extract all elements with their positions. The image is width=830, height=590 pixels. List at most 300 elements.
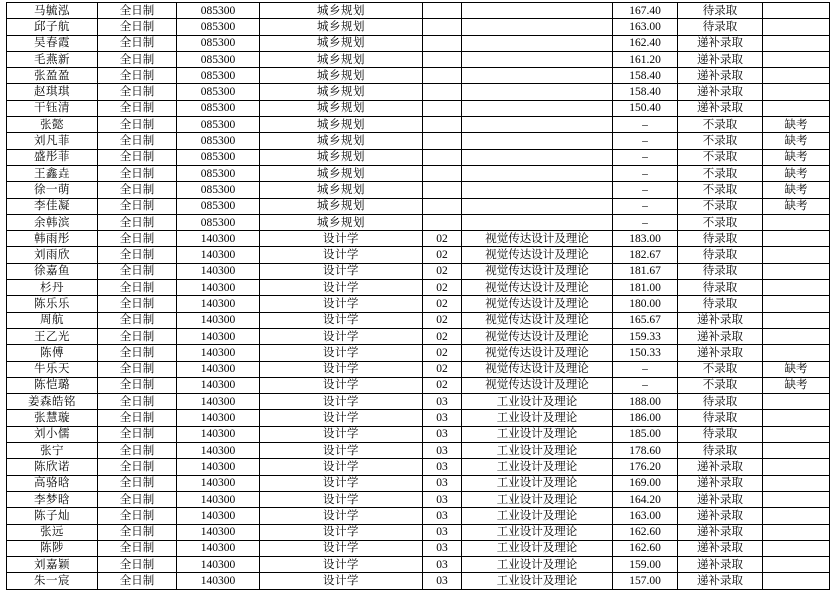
cell-major-name: 设计学	[260, 280, 423, 296]
cell-major-code: 140300	[177, 328, 260, 344]
cell-name: 陈陟	[7, 540, 98, 556]
cell-direction-code	[423, 117, 462, 133]
cell-direction-code: 03	[423, 573, 462, 589]
cell-study-mode: 全日制	[98, 377, 177, 393]
cell-status: 递补录取	[678, 573, 763, 589]
cell-note	[763, 280, 830, 296]
cell-score: –	[613, 377, 678, 393]
table-row	[7, 377, 830, 393]
cell-study-mode: 全日制	[98, 247, 177, 263]
cell-status: 不录取	[678, 182, 763, 198]
cell-major-name: 城乡规划	[260, 51, 423, 67]
table-row	[7, 443, 830, 459]
cell-major-code: 140300	[177, 345, 260, 361]
cell-direction-name: 工业设计及理论	[462, 443, 613, 459]
cell-major-name: 设计学	[260, 361, 423, 377]
cell-status: 不录取	[678, 165, 763, 181]
cell-major-name: 设计学	[260, 247, 423, 263]
cell-note	[763, 68, 830, 84]
cell-name: 杉丹	[7, 280, 98, 296]
cell-major-code: 140300	[177, 540, 260, 556]
cell-major-code: 085300	[177, 117, 260, 133]
cell-note	[763, 84, 830, 100]
cell-score: 183.00	[613, 231, 678, 247]
cell-score: 150.40	[613, 100, 678, 116]
cell-major-name: 城乡规划	[260, 182, 423, 198]
cell-score: 181.67	[613, 263, 678, 279]
cell-major-name: 设计学	[260, 312, 423, 328]
cell-direction-code: 03	[423, 459, 462, 475]
cell-note	[763, 540, 830, 556]
cell-score: 162.60	[613, 524, 678, 540]
cell-name: 邱子航	[7, 19, 98, 35]
table-row	[7, 345, 830, 361]
cell-status: 递补录取	[678, 68, 763, 84]
cell-major-name: 城乡规划	[260, 214, 423, 230]
cell-name: 刘雨欣	[7, 247, 98, 263]
cell-score: –	[613, 182, 678, 198]
cell-major-code: 085300	[177, 35, 260, 51]
cell-status: 待录取	[678, 394, 763, 410]
cell-direction-code: 03	[423, 491, 462, 507]
cell-study-mode: 全日制	[98, 312, 177, 328]
cell-note	[763, 312, 830, 328]
cell-major-code: 140300	[177, 573, 260, 589]
cell-direction-name: 工业设计及理论	[462, 410, 613, 426]
table-row	[7, 491, 830, 507]
cell-score: –	[613, 133, 678, 149]
cell-major-name: 设计学	[260, 540, 423, 556]
table-row	[7, 394, 830, 410]
cell-direction-code	[423, 165, 462, 181]
cell-note: 缺考	[763, 133, 830, 149]
cell-major-code: 140300	[177, 410, 260, 426]
cell-status: 递补录取	[678, 35, 763, 51]
cell-study-mode: 全日制	[98, 3, 177, 19]
cell-score: 182.67	[613, 247, 678, 263]
cell-major-code: 140300	[177, 491, 260, 507]
cell-status: 不录取	[678, 133, 763, 149]
table-body	[7, 3, 830, 590]
cell-note	[763, 51, 830, 67]
cell-major-code: 140300	[177, 426, 260, 442]
table-row	[7, 296, 830, 312]
cell-status: 待录取	[678, 410, 763, 426]
cell-name: 赵琪琪	[7, 84, 98, 100]
cell-major-name: 城乡规划	[260, 19, 423, 35]
cell-major-name: 设计学	[260, 410, 423, 426]
cell-direction-code: 02	[423, 280, 462, 296]
cell-status: 待录取	[678, 231, 763, 247]
cell-study-mode: 全日制	[98, 508, 177, 524]
cell-note	[763, 3, 830, 19]
cell-direction-name	[462, 100, 613, 116]
cell-major-code: 085300	[177, 3, 260, 19]
cell-direction-name: 工业设计及理论	[462, 573, 613, 589]
table-row	[7, 280, 830, 296]
cell-study-mode: 全日制	[98, 524, 177, 540]
cell-status: 递补录取	[678, 312, 763, 328]
table-row	[7, 263, 830, 279]
cell-direction-code: 02	[423, 328, 462, 344]
cell-name: 马毓泓	[7, 3, 98, 19]
cell-direction-name	[462, 51, 613, 67]
cell-name: 陈乐乐	[7, 296, 98, 312]
cell-direction-name	[462, 35, 613, 51]
cell-score: 150.33	[613, 345, 678, 361]
cell-study-mode: 全日制	[98, 328, 177, 344]
cell-direction-name: 工业设计及理论	[462, 524, 613, 540]
table-row	[7, 182, 830, 198]
cell-score: 162.60	[613, 540, 678, 556]
cell-direction-name: 视觉传达设计及理论	[462, 377, 613, 393]
cell-direction-code	[423, 84, 462, 100]
cell-note	[763, 231, 830, 247]
cell-score: –	[613, 117, 678, 133]
cell-major-name: 设计学	[260, 296, 423, 312]
cell-direction-name: 视觉传达设计及理论	[462, 328, 613, 344]
cell-status: 待录取	[678, 426, 763, 442]
table-row	[7, 19, 830, 35]
cell-major-name: 设计学	[260, 345, 423, 361]
cell-score: 167.40	[613, 3, 678, 19]
cell-note	[763, 459, 830, 475]
cell-status: 不录取	[678, 361, 763, 377]
cell-score: –	[613, 361, 678, 377]
cell-name: 牛乐天	[7, 361, 98, 377]
cell-name: 陈子灿	[7, 508, 98, 524]
cell-major-code: 085300	[177, 214, 260, 230]
cell-direction-name	[462, 68, 613, 84]
cell-direction-code: 02	[423, 231, 462, 247]
cell-note	[763, 491, 830, 507]
cell-note	[763, 35, 830, 51]
table-row	[7, 328, 830, 344]
cell-study-mode: 全日制	[98, 361, 177, 377]
cell-direction-name: 视觉传达设计及理论	[462, 280, 613, 296]
cell-major-code: 085300	[177, 149, 260, 165]
cell-name: 刘嘉颖	[7, 557, 98, 573]
cell-score: 159.33	[613, 328, 678, 344]
cell-direction-name	[462, 84, 613, 100]
cell-name: 高骆晗	[7, 475, 98, 491]
cell-major-name: 城乡规划	[260, 100, 423, 116]
cell-note	[763, 247, 830, 263]
cell-name: 余韩滨	[7, 214, 98, 230]
cell-study-mode: 全日制	[98, 573, 177, 589]
cell-status: 待录取	[678, 443, 763, 459]
table-row	[7, 198, 830, 214]
cell-direction-code: 02	[423, 377, 462, 393]
cell-direction-code: 03	[423, 426, 462, 442]
cell-score: 161.20	[613, 51, 678, 67]
cell-direction-code: 03	[423, 410, 462, 426]
cell-major-name: 城乡规划	[260, 84, 423, 100]
cell-name: 王鑫垚	[7, 165, 98, 181]
cell-study-mode: 全日制	[98, 540, 177, 556]
cell-name: 张宁	[7, 443, 98, 459]
cell-note	[763, 345, 830, 361]
cell-direction-code: 03	[423, 394, 462, 410]
cell-direction-name	[462, 133, 613, 149]
cell-major-name: 城乡规划	[260, 149, 423, 165]
cell-study-mode: 全日制	[98, 410, 177, 426]
cell-direction-name: 工业设计及理论	[462, 394, 613, 410]
cell-study-mode: 全日制	[98, 100, 177, 116]
cell-study-mode: 全日制	[98, 231, 177, 247]
cell-major-name: 设计学	[260, 377, 423, 393]
cell-major-code: 140300	[177, 247, 260, 263]
cell-direction-code	[423, 182, 462, 198]
cell-direction-code: 03	[423, 540, 462, 556]
cell-study-mode: 全日制	[98, 133, 177, 149]
cell-major-code: 085300	[177, 165, 260, 181]
cell-major-code: 085300	[177, 198, 260, 214]
cell-status: 待录取	[678, 296, 763, 312]
cell-name: 张盈盈	[7, 68, 98, 84]
cell-score: 181.00	[613, 280, 678, 296]
cell-status: 递补录取	[678, 508, 763, 524]
cell-name: 吴春霞	[7, 35, 98, 51]
cell-major-code: 140300	[177, 524, 260, 540]
cell-status: 递补录取	[678, 100, 763, 116]
cell-name: 李佳凝	[7, 198, 98, 214]
cell-name: 姜森皓铭	[7, 394, 98, 410]
cell-major-code: 140300	[177, 280, 260, 296]
cell-major-name: 城乡规划	[260, 133, 423, 149]
cell-name: 张懿	[7, 117, 98, 133]
cell-major-name: 设计学	[260, 443, 423, 459]
cell-status: 不录取	[678, 214, 763, 230]
cell-major-code: 140300	[177, 557, 260, 573]
cell-major-code: 140300	[177, 361, 260, 377]
table-row	[7, 68, 830, 84]
cell-direction-code	[423, 100, 462, 116]
cell-major-name: 设计学	[260, 328, 423, 344]
cell-name: 徐嘉鱼	[7, 263, 98, 279]
cell-study-mode: 全日制	[98, 557, 177, 573]
cell-score: –	[613, 198, 678, 214]
cell-major-code: 085300	[177, 133, 260, 149]
table-row	[7, 51, 830, 67]
cell-study-mode: 全日制	[98, 296, 177, 312]
table-row	[7, 426, 830, 442]
cell-study-mode: 全日制	[98, 51, 177, 67]
cell-direction-code	[423, 51, 462, 67]
cell-major-name: 城乡规划	[260, 3, 423, 19]
cell-direction-name	[462, 3, 613, 19]
cell-note	[763, 508, 830, 524]
cell-direction-name: 视觉传达设计及理论	[462, 345, 613, 361]
cell-status: 不录取	[678, 149, 763, 165]
cell-direction-code: 02	[423, 361, 462, 377]
cell-major-name: 设计学	[260, 491, 423, 507]
cell-score: 185.00	[613, 426, 678, 442]
cell-study-mode: 全日制	[98, 149, 177, 165]
cell-name: 毛燕新	[7, 51, 98, 67]
cell-major-name: 设计学	[260, 508, 423, 524]
cell-direction-name: 视觉传达设计及理论	[462, 247, 613, 263]
cell-major-code: 140300	[177, 443, 260, 459]
cell-name: 盛彤菲	[7, 149, 98, 165]
table-row	[7, 410, 830, 426]
cell-score: –	[613, 149, 678, 165]
cell-direction-name: 视觉传达设计及理论	[462, 312, 613, 328]
cell-status: 待录取	[678, 3, 763, 19]
table-row	[7, 149, 830, 165]
cell-major-name: 城乡规划	[260, 68, 423, 84]
table-row	[7, 247, 830, 263]
cell-score: 158.40	[613, 84, 678, 100]
cell-study-mode: 全日制	[98, 165, 177, 181]
cell-direction-name: 工业设计及理论	[462, 508, 613, 524]
cell-note	[763, 263, 830, 279]
cell-direction-code	[423, 133, 462, 149]
cell-name: 陈欣诺	[7, 459, 98, 475]
cell-direction-code: 03	[423, 524, 462, 540]
cell-major-code: 140300	[177, 296, 260, 312]
cell-major-code: 085300	[177, 182, 260, 198]
table-row	[7, 475, 830, 491]
cell-direction-code: 02	[423, 345, 462, 361]
cell-status: 递补录取	[678, 328, 763, 344]
cell-score: 164.20	[613, 491, 678, 507]
cell-direction-code	[423, 214, 462, 230]
cell-score: 165.67	[613, 312, 678, 328]
cell-name: 陈恺璐	[7, 377, 98, 393]
cell-note	[763, 100, 830, 116]
cell-direction-name	[462, 117, 613, 133]
cell-major-code: 140300	[177, 263, 260, 279]
cell-note	[763, 214, 830, 230]
table-row	[7, 35, 830, 51]
cell-status: 待录取	[678, 280, 763, 296]
cell-score: 186.00	[613, 410, 678, 426]
cell-direction-name: 工业设计及理论	[462, 475, 613, 491]
cell-direction-code: 02	[423, 296, 462, 312]
cell-status: 不录取	[678, 117, 763, 133]
cell-status: 递补录取	[678, 491, 763, 507]
cell-name: 刘凡菲	[7, 133, 98, 149]
cell-score: 178.60	[613, 443, 678, 459]
cell-major-name: 城乡规划	[260, 35, 423, 51]
cell-note: 缺考	[763, 182, 830, 198]
cell-direction-name	[462, 149, 613, 165]
table-row	[7, 524, 830, 540]
cell-note: 缺考	[763, 198, 830, 214]
cell-name: 朱一宸	[7, 573, 98, 589]
table-row	[7, 557, 830, 573]
cell-major-code: 140300	[177, 508, 260, 524]
cell-study-mode: 全日制	[98, 19, 177, 35]
cell-note	[763, 394, 830, 410]
table-row	[7, 573, 830, 589]
cell-major-code: 140300	[177, 459, 260, 475]
cell-direction-code	[423, 68, 462, 84]
cell-score: 163.00	[613, 19, 678, 35]
cell-study-mode: 全日制	[98, 84, 177, 100]
cell-study-mode: 全日制	[98, 117, 177, 133]
cell-direction-code	[423, 149, 462, 165]
table-row	[7, 459, 830, 475]
cell-study-mode: 全日制	[98, 182, 177, 198]
cell-note: 缺考	[763, 361, 830, 377]
cell-major-name: 城乡规划	[260, 165, 423, 181]
cell-score: 159.00	[613, 557, 678, 573]
cell-score: 169.00	[613, 475, 678, 491]
cell-name: 陈傅	[7, 345, 98, 361]
cell-direction-name: 视觉传达设计及理论	[462, 296, 613, 312]
cell-study-mode: 全日制	[98, 198, 177, 214]
cell-note	[763, 410, 830, 426]
table-row	[7, 165, 830, 181]
cell-major-code: 085300	[177, 68, 260, 84]
cell-major-name: 设计学	[260, 524, 423, 540]
cell-major-name: 设计学	[260, 573, 423, 589]
cell-status: 不录取	[678, 377, 763, 393]
cell-direction-name: 视觉传达设计及理论	[462, 231, 613, 247]
cell-score: 163.00	[613, 508, 678, 524]
cell-major-code: 140300	[177, 394, 260, 410]
cell-note: 缺考	[763, 377, 830, 393]
cell-direction-name	[462, 19, 613, 35]
cell-name: 徐一萌	[7, 182, 98, 198]
cell-major-code: 085300	[177, 84, 260, 100]
cell-study-mode: 全日制	[98, 35, 177, 51]
cell-study-mode: 全日制	[98, 426, 177, 442]
cell-major-name: 设计学	[260, 394, 423, 410]
cell-major-code: 085300	[177, 51, 260, 67]
cell-study-mode: 全日制	[98, 280, 177, 296]
cell-note	[763, 426, 830, 442]
cell-major-name: 城乡规划	[260, 117, 423, 133]
cell-note	[763, 443, 830, 459]
table-row	[7, 361, 830, 377]
cell-name: 张远	[7, 524, 98, 540]
cell-major-code: 085300	[177, 100, 260, 116]
cell-direction-code: 03	[423, 557, 462, 573]
cell-direction-name	[462, 182, 613, 198]
cell-major-name: 设计学	[260, 459, 423, 475]
cell-direction-code: 02	[423, 263, 462, 279]
cell-direction-code: 03	[423, 475, 462, 491]
cell-note	[763, 557, 830, 573]
cell-name: 韩雨彤	[7, 231, 98, 247]
cell-name: 刘小儒	[7, 426, 98, 442]
cell-status: 递补录取	[678, 459, 763, 475]
cell-study-mode: 全日制	[98, 491, 177, 507]
cell-score: 157.00	[613, 573, 678, 589]
cell-note	[763, 524, 830, 540]
cell-direction-name: 视觉传达设计及理论	[462, 263, 613, 279]
cell-major-name: 城乡规划	[260, 198, 423, 214]
table-row	[7, 231, 830, 247]
cell-status: 递补录取	[678, 345, 763, 361]
cell-major-name: 设计学	[260, 475, 423, 491]
cell-note	[763, 19, 830, 35]
cell-direction-name	[462, 214, 613, 230]
cell-status: 递补录取	[678, 540, 763, 556]
table-row	[7, 214, 830, 230]
cell-direction-name	[462, 198, 613, 214]
cell-major-name: 设计学	[260, 557, 423, 573]
cell-note	[763, 328, 830, 344]
table-row	[7, 312, 830, 328]
cell-note: 缺考	[763, 149, 830, 165]
cell-study-mode: 全日制	[98, 443, 177, 459]
cell-major-code: 140300	[177, 312, 260, 328]
cell-status: 递补录取	[678, 524, 763, 540]
